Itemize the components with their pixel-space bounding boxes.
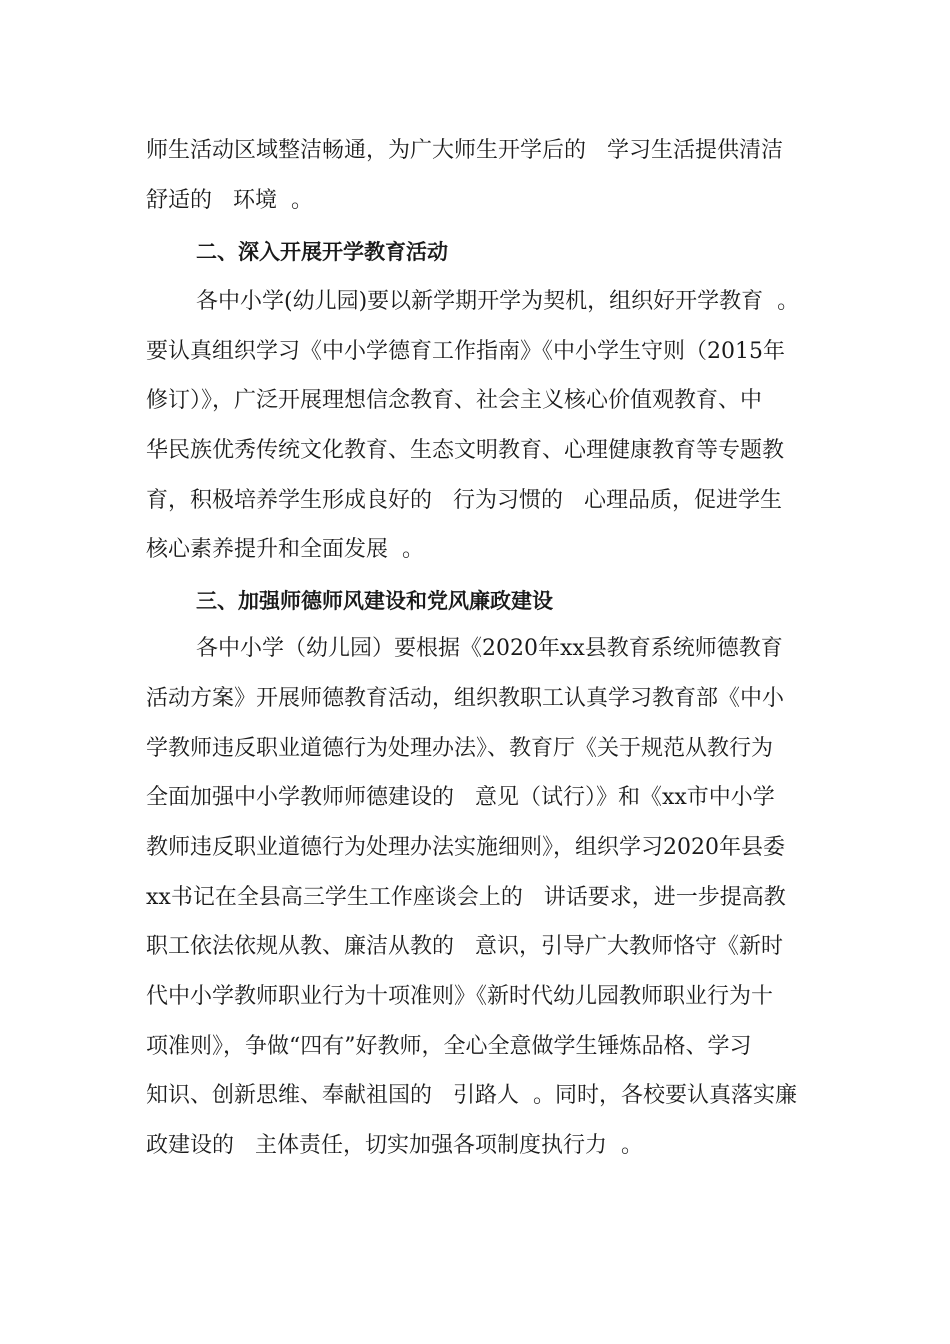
paragraph-2-line-4: 华民族优秀传统文化教育、生态文明教育、心理健康教育等专题教 bbox=[146, 438, 785, 463]
paragraph-2-line-3: 修订）》，广泛开展理想信念教育、社会主义核心价值观教育、中 bbox=[146, 388, 763, 413]
paragraph-3-line-5: 教师违反职业道德行为处理办法实施细则》，组织学习2020年县委 bbox=[146, 835, 785, 860]
paragraph-2-line-2: 要认真组织学习《中小学德育工作指南》《中小学生守则（2015年 bbox=[146, 339, 785, 364]
paragraph-1-line-2: 舒适的 环境 。 bbox=[146, 188, 313, 213]
section-heading-2: 二、深入开展开学教育活动 bbox=[196, 240, 448, 264]
paragraph-3-line-8: 代中小学教师职业行为十项准则》《新时代幼儿园教师职业行为十 bbox=[146, 984, 774, 1009]
paragraph-3-line-3: 学教师违反职业道德行为处理办法》、教育厅《关于规范从教行为 bbox=[146, 736, 774, 761]
paragraph-3-line-4: 全面加强中小学教师师德建设的 意见（试行）》和《xx市中小学 bbox=[146, 785, 775, 810]
paragraph-3-line-10: 知识、创新思维、奉献祖国的 引路人 。同时，各校要认真落实廉 bbox=[146, 1083, 797, 1108]
paragraph-1-line-1: 师生活动区域整洁畅通，为广大师生开学后的 学习生活提供清洁 bbox=[146, 138, 783, 163]
paragraph-2-line-1: 各中小学(幼儿园)要以新学期开学为契机，组织好开学教育 。 bbox=[196, 289, 800, 314]
paragraph-3-line-11: 政建设的 主体责任，切实加强各项制度执行力 。 bbox=[146, 1133, 643, 1158]
paragraph-3-line-1: 各中小学（幼儿园）要根据《2020年xx县教育系统师德教育 bbox=[196, 636, 783, 661]
paragraph-3-line-9: 项准则》，争做“四有”好教师，全心全意做学生锤炼品格、学习 bbox=[146, 1034, 752, 1059]
paragraph-3-line-6: xx书记在全县高三学生工作座谈会上的 讲话要求，进一步提高教 bbox=[146, 885, 786, 910]
paragraph-3-line-2: 活动方案》开展师德教育活动，组织教职工认真学习教育部《中小 bbox=[146, 686, 785, 711]
paragraph-2-line-6: 核心素养提升和全面发展 。 bbox=[146, 537, 424, 562]
paragraph-2-line-5: 育，积极培养学生形成良好的 行为习惯的 心理品质，促进学生 bbox=[146, 488, 782, 513]
paragraph-3-line-7: 职工依法依规从教、廉洁从教的 意识，引导广大教师恪守《新时 bbox=[146, 934, 783, 959]
section-heading-3: 三、加强师德师风建设和党风廉政建设 bbox=[196, 589, 553, 613]
